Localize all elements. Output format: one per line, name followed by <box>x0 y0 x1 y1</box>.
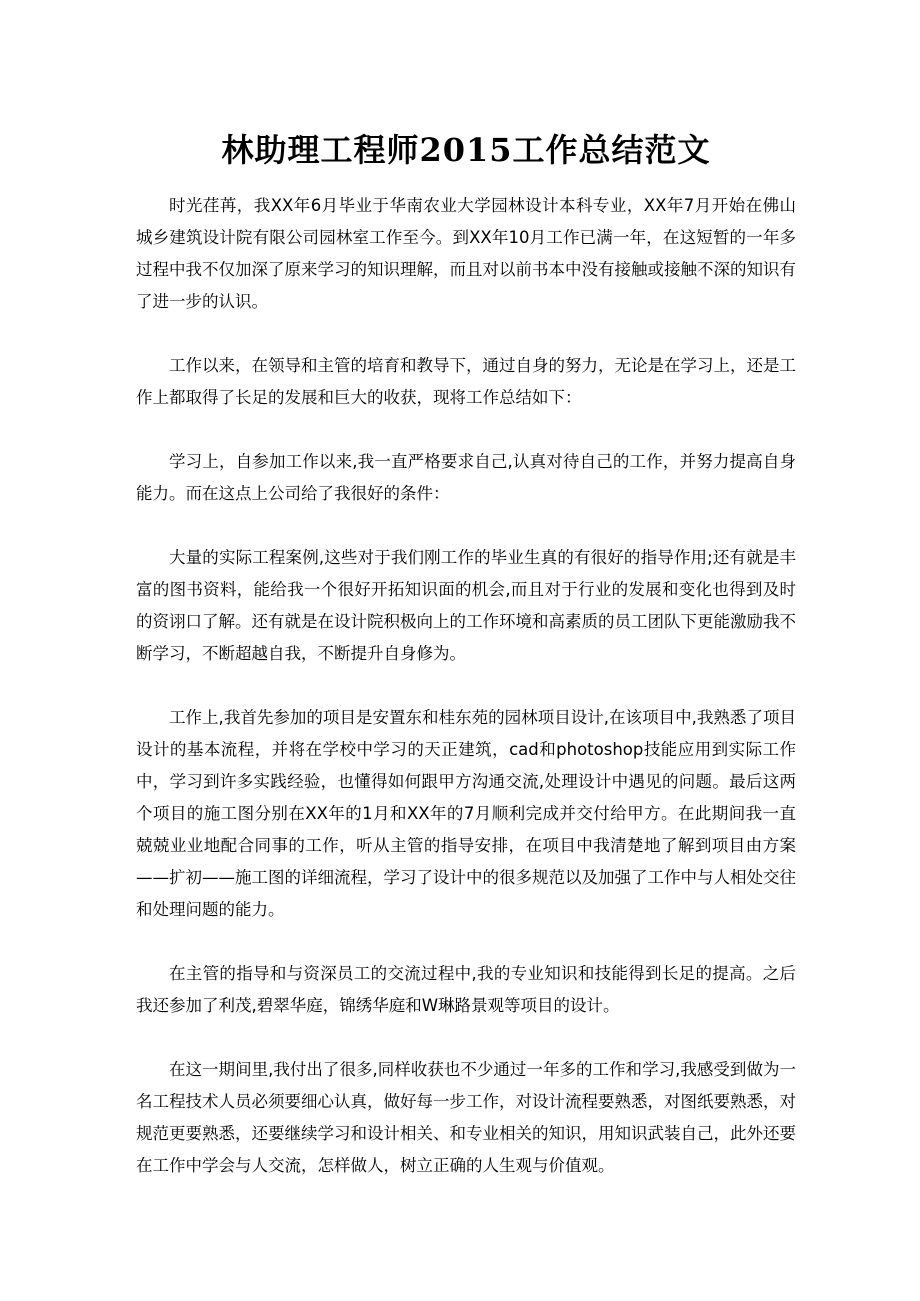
paragraph-work: 工作上,我首先参加的项目是安置东和桂东苑的园林项目设计,在该项目中,我熟悉了项目设计的基本流程，并将在学校中学习的天正建筑，cad和photoshop技能应用到实际工作中，学习到许多实践经验，也懂得如何跟甲方沟通交流,处理设计中遇见的问题。最后这两个项目的施工图分别在XX年的1月和XX年的7月顺利完成并交付给甲方。在此期间我一直兢兢业业地配合同事的工作，听从主管的指导安排，在项目中我清楚地了解到项目由方案——扩初——施工图的详细流程，学习了设计中的很多规范以及加强了工作中与人相处交往和处理问题的能力。 <box>136 708 796 919</box>
document-body <box>136 190 796 1214</box>
paragraph-learning: 学习上，自参加工作以来,我一直严格要求自己,认真对待自己的工作，并努力提高自身能力。而在这点上公司给了我很好的条件： <box>136 452 796 503</box>
paragraph-summary-lead: 工作以来，在领导和主管的培育和教导下，通过自身的努力，无论是在学习上，还是工作上都取得了长足的发展和巨大的收获，现将工作总结如下： <box>136 356 796 407</box>
paragraph-resources: 大量的实际工程案例,这些对于我们刚工作的毕业生真的有很好的指导作用;还有就是丰富的图书资料，能给我一个很好开拓知识面的机会,而且对于行业的发展和变化也得到及时的资诩口了解。还有就是在设计院积极向上的工作环境和高素质的员工团队下更能激励我不断学习，不断超越自我，不断提升自身修为。 <box>136 548 796 663</box>
paragraph-reflection: 在这一期间里,我付出了很多,同样收获也不少通过一年多的工作和学习,我感受到做为一名工程技术人员必须要细心认真，做好每一步工作，对设计流程要熟悉，对图纸要熟悉，对规范更要熟悉，还要继续学习和设计相关、和专业相关的知识，用知识武装自己，此外还要在工作中学会与人交流，怎样做人，树立正确的人生观与价值观。 <box>136 1060 796 1175</box>
paragraph-growth: 在主管的指导和与资深员工的交流过程中,我的专业知识和技能得到长足的提高。之后我还参加了利茂,碧翠华庭，锦绣华庭和W琳路景观等项目的设计。 <box>136 964 796 1015</box>
document-title: 林助理工程师2015工作总结范文 <box>221 131 711 169</box>
paragraph-intro: 时光荏苒，我XX年6月毕业于华南农业大学园林设计本科专业，XX年7月开始在佛山城乡建筑设计院有限公司园林室工作至今。到XX年10月工作已满一年，在这短暂的一年多过程中我不仅加深了原来学习的知识理解，而且对以前书本中没有接触或接触不深的知识有了进一步的认识。 <box>136 196 796 311</box>
